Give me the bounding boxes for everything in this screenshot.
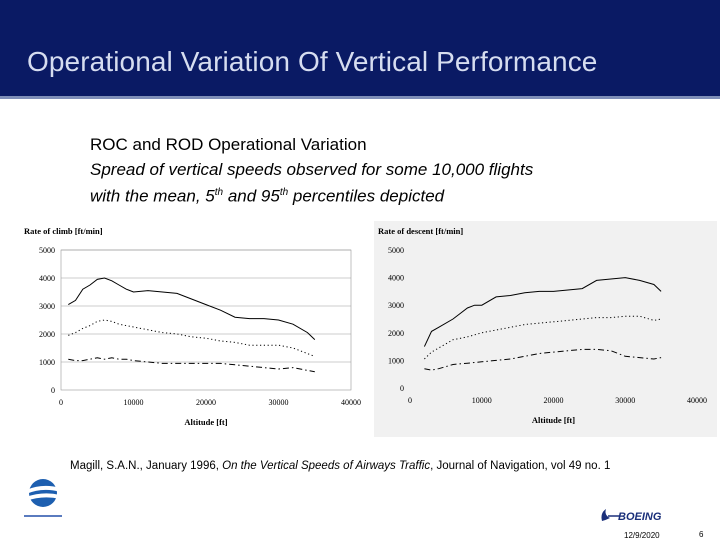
page-title: Operational Variation Of Vertical Performance	[27, 46, 598, 77]
climb-chart-y-axis-label: Rate of climb [ft/min]	[24, 226, 103, 236]
descent-chart-x-tick-label: 20000	[543, 396, 564, 405]
climb-chart-x-tick-label: 20000	[196, 398, 216, 407]
descent-chart-y-tick-label: 3000	[388, 301, 404, 311]
page-number: 6	[699, 530, 704, 539]
descent-chart-y-tick-label: 2000	[388, 328, 404, 338]
eurocontrol-logo	[20, 473, 66, 523]
reference-text-a: Magill, S.A.N., January 1996,	[70, 460, 223, 472]
descent-rate-chart-svg	[374, 221, 717, 437]
slide-subtitle: ROC and ROD Operational Variation	[90, 135, 367, 154]
descent-chart-y-tick-label: 1000	[388, 356, 404, 366]
climb-chart-y-tick-label: 3000	[39, 302, 55, 311]
footer-date: 12/9/2020	[624, 531, 660, 540]
title-bar-underline	[0, 96, 720, 99]
descent-chart-series-solid-line	[424, 278, 661, 347]
caption-superscript-2: th	[279, 187, 289, 198]
climb-chart-plot-frame	[61, 250, 351, 390]
caption-text-a: with the mean, 5	[90, 186, 215, 206]
descent-rate-chart	[374, 221, 717, 437]
reference-title: On the Vertical Speeds of Airways Traffic	[222, 460, 431, 472]
descent-chart-x-axis-label: Altitude [ft]	[531, 415, 576, 425]
reference-text-b: , Journal of Navigation, vol 49 no. 1	[430, 460, 611, 472]
eurocontrol-logo-icon	[20, 473, 66, 523]
climb-rate-chart-svg	[20, 221, 366, 437]
boeing-logo	[598, 505, 690, 525]
climb-chart-y-tick-label: 0	[51, 386, 55, 395]
descent-chart-y-tick-label: 0	[400, 384, 404, 393]
descent-chart-x-tick-label: 40000	[687, 396, 707, 405]
climb-chart-x-tick-label: 10000	[123, 398, 144, 407]
caption-superscript-1: th	[214, 187, 224, 198]
boeing-wordmark: BOEING	[618, 511, 662, 523]
descent-chart-series-dashed-line	[424, 349, 661, 370]
climb-chart-x-tick-label: 40000	[341, 398, 361, 407]
climb-rate-chart	[20, 221, 366, 437]
slide-caption	[90, 158, 650, 208]
descent-chart-x-tick-label: 30000	[615, 396, 636, 405]
climb-chart-y-tick-label: 4000	[39, 274, 55, 283]
descent-chart-x-tick-label: 10000	[471, 396, 492, 405]
descent-chart-series-dotted-line	[424, 316, 661, 359]
descent-chart-y-tick-label: 4000	[388, 273, 404, 283]
climb-chart-x-axis-label: Altitude [ft]	[184, 417, 228, 427]
boeing-logo-icon	[598, 505, 690, 525]
climb-chart-series-solid-line	[68, 278, 314, 340]
descent-chart-x-tick-label: 0	[408, 396, 412, 405]
descent-chart-y-tick-label: 5000	[388, 246, 404, 255]
climb-chart-y-tick-label: 1000	[39, 358, 55, 367]
caption-text-c: percentiles depicted	[288, 186, 445, 206]
climb-chart-y-tick-label: 5000	[39, 246, 55, 255]
caption-line-1: Spread of vertical speeds observed for some 10,000 flights	[90, 160, 534, 179]
reference-citation	[70, 460, 610, 472]
caption-text-b: and 95	[223, 186, 280, 206]
climb-chart-series-dashed-line	[68, 358, 314, 372]
caption-line-2	[90, 181, 650, 208]
descent-chart-y-axis-label: Rate of descent [ft/min]	[378, 226, 464, 236]
climb-chart-y-tick-label: 2000	[39, 330, 55, 339]
climb-chart-x-tick-label: 0	[59, 398, 63, 407]
climb-chart-x-tick-label: 30000	[268, 398, 289, 407]
climb-chart-series-dotted-line	[68, 320, 314, 356]
